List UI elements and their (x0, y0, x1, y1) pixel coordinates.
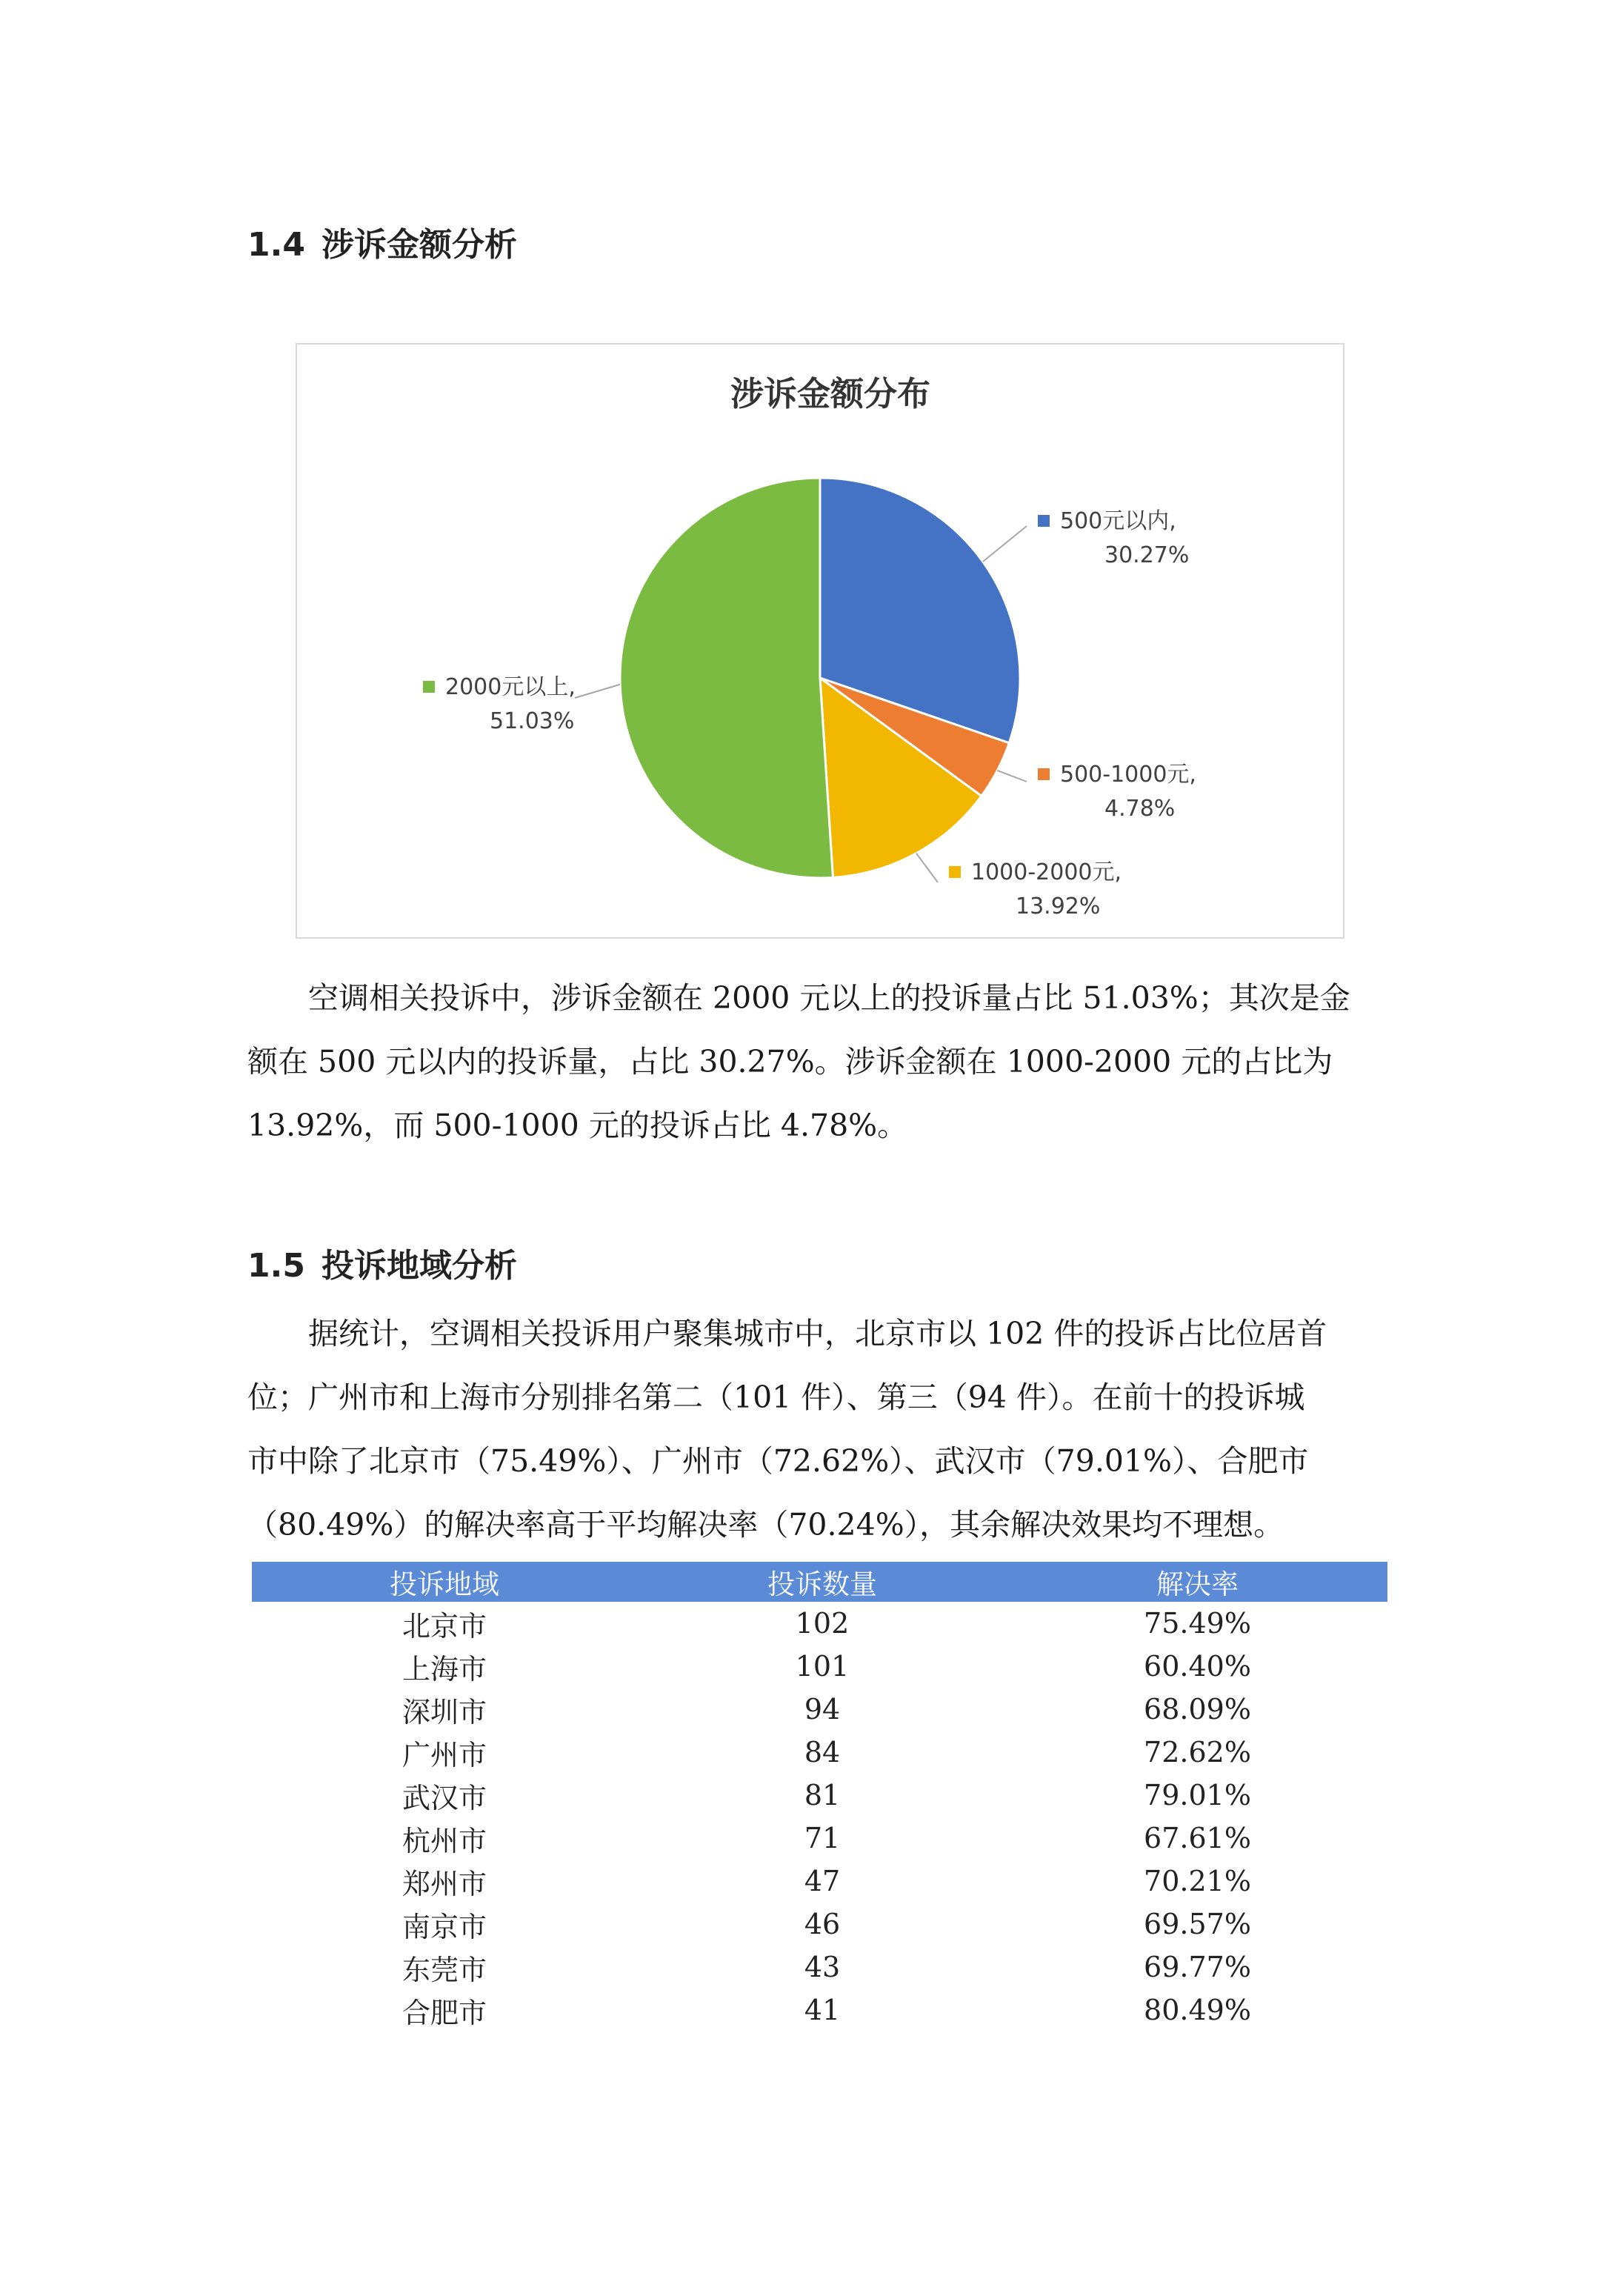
slice-value-1: 4.78% (1104, 796, 1176, 822)
cell-region: 郑州市 (401, 1867, 487, 1900)
pie-slice-3 (620, 478, 833, 878)
table-row (252, 1946, 1387, 1989)
column-header-resolution-rate: 解决率 (1007, 1562, 1387, 1602)
cell-rate: 79.01% (1144, 1779, 1251, 1811)
cell-region: 杭州市 (401, 1824, 487, 1857)
table-row (252, 1774, 1387, 1817)
section-number: 1.5 (247, 1247, 305, 1285)
cell-region: 深圳市 (401, 1695, 487, 1728)
section-title: 投诉地域分析 (321, 1247, 517, 1285)
cell-rate: 72.62% (1144, 1736, 1251, 1768)
cell-region: 广州市 (401, 1738, 487, 1771)
cell-count: 94 (804, 1693, 841, 1726)
section-heading-1-5 (247, 1239, 517, 1286)
paragraph-line: 位；广州市和上海市分别排名第二（101 件）、第三（94 件）。在前十的投诉城 (247, 1380, 1305, 1415)
cell-region: 北京市 (401, 1609, 487, 1643)
cell-count: 47 (804, 1865, 841, 1897)
cell-count: 43 (804, 1951, 841, 1983)
leader-line-3 (575, 685, 620, 698)
paragraph-line: 空调相关投诉中，涉诉金额在 2000 元以上的投诉量占比 51.03%；其次是金 (308, 980, 1350, 1016)
slice-value-2: 13.92% (1016, 894, 1101, 919)
cell-rate: 69.77% (1144, 1951, 1251, 1983)
paragraph-line: 13.92%，而 500-1000 元的投诉占比 4.78%。 (247, 1108, 908, 1143)
paragraph-amount-analysis (247, 966, 1393, 1157)
cell-region: 上海市 (401, 1652, 487, 1686)
slice-value-3: 51.03% (490, 708, 575, 734)
cell-count: 101 (795, 1650, 850, 1683)
cell-region: 东莞市 (401, 1953, 487, 1986)
section-title: 涉诉金额分析 (321, 226, 517, 264)
legend-marker-3 (423, 681, 435, 693)
table-row (252, 1645, 1387, 1688)
legend-marker-2 (949, 866, 961, 878)
cell-rate: 68.09% (1144, 1693, 1251, 1726)
cell-rate: 80.49% (1144, 1994, 1251, 2026)
paragraph-line: 据统计，空调相关投诉用户聚集城市中，北京市以 102 件的投诉占比位居首 (308, 1316, 1327, 1351)
cell-region: 合肥市 (401, 1996, 487, 2029)
legend-marker-1 (1038, 768, 1050, 780)
table-row (252, 1860, 1387, 1903)
table-row (252, 1817, 1387, 1860)
leader-line-0 (983, 526, 1027, 562)
leader-line-1 (997, 771, 1027, 782)
legend-marker-0 (1038, 515, 1050, 527)
cell-rate: 60.40% (1144, 1650, 1251, 1683)
cell-count: 46 (804, 1908, 841, 1940)
cell-count: 41 (804, 1994, 841, 2026)
cell-rate: 67.61% (1144, 1822, 1251, 1854)
cell-rate: 69.57% (1144, 1908, 1251, 1940)
table-row (252, 1602, 1387, 1645)
slice-label-0: 500元以内, (1060, 508, 1176, 534)
table-row (252, 1903, 1387, 1946)
leader-line-2 (916, 853, 938, 882)
city-complaints-table (252, 1562, 1387, 2032)
pie-slices (620, 478, 1020, 878)
cell-count: 71 (804, 1822, 841, 1854)
cell-region: 南京市 (401, 1910, 487, 1943)
chart-title: 涉诉金额分布 (730, 374, 931, 413)
slice-label-1: 500-1000元, (1060, 762, 1196, 788)
paragraph-region-analysis (247, 1302, 1393, 1557)
table-header-row (252, 1562, 1387, 1602)
cell-count: 102 (795, 1607, 850, 1640)
cell-rate: 75.49% (1144, 1607, 1251, 1640)
pie-chart (296, 343, 1344, 939)
cell-region: 武汉市 (401, 1781, 487, 1814)
section-heading-1-4 (247, 218, 517, 265)
table-row (252, 1688, 1387, 1731)
table-row (252, 1989, 1387, 2032)
paragraph-line: （80.49%）的解决率高于平均解决率（70.24%），其余解决效果均不理想。 (247, 1507, 1284, 1543)
pie-chart-canvas (297, 345, 1343, 937)
slice-label-3: 2000元以上, (445, 674, 576, 700)
slice-label-2: 1000-2000元, (971, 859, 1122, 885)
paragraph-line: 市中除了北京市（75.49%）、广州市（72.62%）、武汉市（79.01%）、合肥市 (247, 1443, 1309, 1479)
paragraph-line: 额在 500 元以内的投诉量，占比 30.27%。涉诉金额在 1000-2000 元的占比为 (247, 1044, 1333, 1079)
table-row (252, 1731, 1387, 1774)
cell-count: 81 (804, 1779, 841, 1811)
column-header-count: 投诉数量 (637, 1562, 1007, 1602)
column-header-region: 投诉地域 (252, 1562, 637, 1602)
section-number: 1.4 (247, 226, 305, 264)
cell-count: 84 (804, 1736, 841, 1768)
slice-value-0: 30.27% (1104, 542, 1190, 568)
cell-rate: 70.21% (1144, 1865, 1251, 1897)
